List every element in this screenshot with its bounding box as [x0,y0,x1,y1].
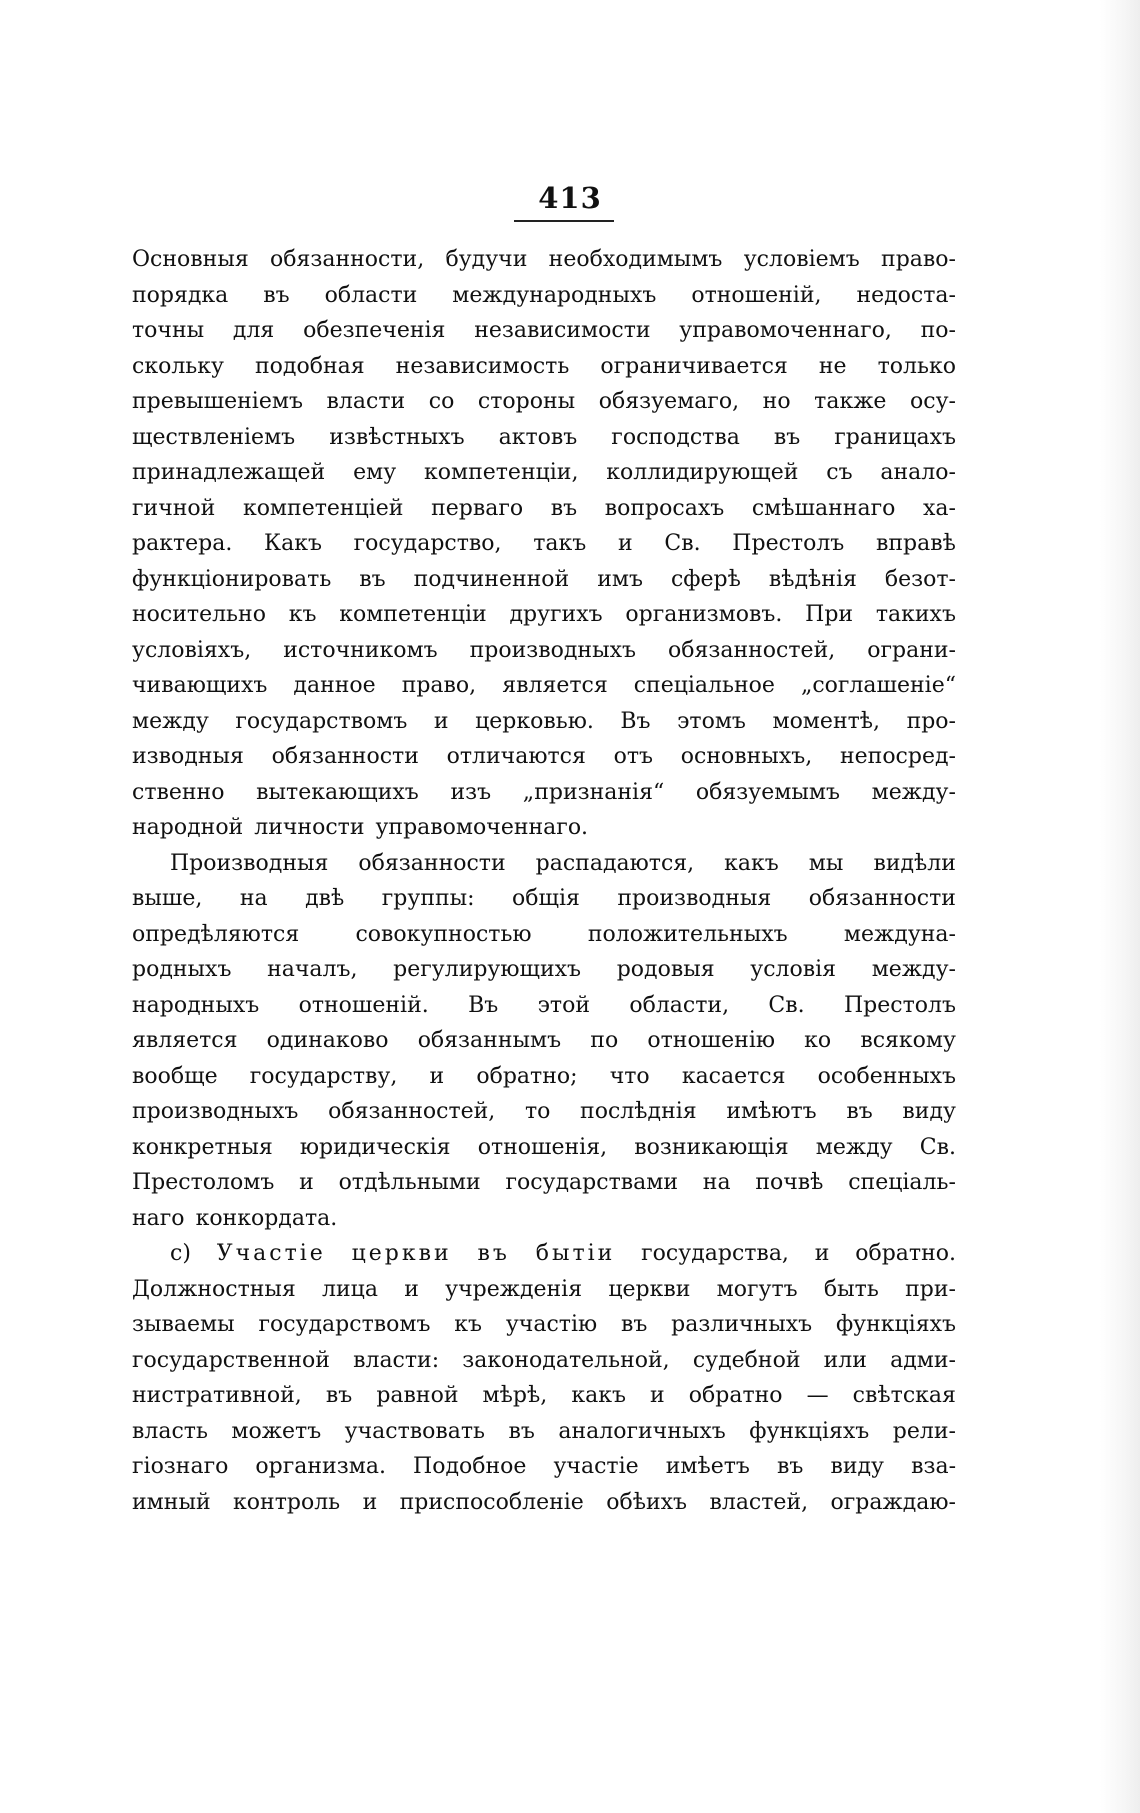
word: мѣрѣ, [482,1383,548,1408]
word: необходимымъ [548,247,723,272]
word: организма. [255,1454,386,1479]
word: Производныя [170,850,329,876]
word: къ [454,1312,483,1337]
text-line [132,668,956,704]
word: является [502,673,608,698]
word: личности [254,815,365,840]
word: обязаннымъ [417,1028,562,1053]
word: вза- [911,1454,956,1479]
word: моментѣ, [772,708,881,734]
word: чивающихъ [132,673,268,698]
word: обратно [688,1383,783,1408]
word: безот- [884,566,956,592]
word: независимость [395,353,570,379]
text-line [132,597,956,633]
word: наго [132,1205,185,1231]
word: Престолъ [843,992,956,1018]
word: про- [906,708,956,734]
word: въ [477,1241,510,1266]
word: общія [512,886,580,911]
word: свѣтская [852,1383,956,1408]
word: со [428,389,455,414]
text-line [132,1059,956,1095]
word: ственно [132,779,225,805]
word: лица [322,1276,378,1302]
text-line [132,952,956,988]
body-text [132,242,956,1520]
word: будучи [445,247,528,272]
word: участіе [553,1454,639,1479]
word: по- [920,318,956,343]
text-line [132,526,956,562]
word: Св. [919,1134,956,1160]
word: сферѣ [670,566,741,592]
word: въ [773,424,801,450]
word: Въ [468,992,499,1018]
word: основныхъ, [680,744,813,769]
word: обязанностей, [328,1099,496,1124]
text-line [132,1236,956,1272]
word: Участіе [216,1241,326,1266]
word: конкордата. [195,1205,338,1231]
word: Престоломъ [132,1170,275,1195]
word: къ [288,602,317,627]
word: на [702,1170,731,1195]
text-line [132,1414,956,1450]
word: церкви [608,1276,691,1302]
text-line [132,1165,956,1201]
word: функціонировать [132,566,332,592]
word: ограничивается [600,353,788,379]
word: право- [881,247,956,272]
word: отношенія, [477,1134,608,1160]
text-line [132,491,956,527]
text-line [132,846,956,882]
word: ко [804,1028,832,1053]
word: отличаются [446,744,586,769]
text-line [132,1307,956,1343]
word: имѣютъ [726,1099,817,1124]
word: равной [376,1383,459,1408]
word: „соглашеніе“ [800,673,956,698]
word: власть [132,1418,208,1444]
word: отдѣльными [338,1170,481,1195]
word: ха- [922,495,956,521]
word: компетенціей [242,495,404,521]
word: ограждаю- [830,1489,956,1515]
word: и [429,1063,445,1089]
word: не [818,353,847,379]
word: и [362,1489,378,1515]
word: зываемы [132,1312,235,1337]
text-line [132,1201,956,1237]
word: принадлежащей [132,460,326,485]
word: обѣихъ [606,1489,688,1515]
word: обязуемаго, [598,389,740,414]
word: мы [808,850,844,876]
header-rule [514,220,614,222]
word: вопросахъ [604,495,725,521]
word: области [324,282,418,308]
text-line [132,562,956,598]
word: власти [326,389,406,414]
text-line [132,1343,956,1379]
word: Св. [664,531,701,556]
word: съ [826,460,853,485]
word: ществленіемъ [132,424,296,450]
word: носительно [132,602,266,627]
word: точны [132,318,205,343]
word: между [132,708,209,734]
word: обратно. [855,1241,956,1266]
word: аналогичныхъ [558,1418,726,1444]
word: источникомъ [283,637,438,663]
word: участвовать [344,1418,486,1444]
word: коллидирующей [606,460,799,485]
word: Какъ [264,531,322,556]
word: условія [750,957,837,982]
text-line [132,775,956,811]
word: властей, [709,1489,809,1515]
word: имъ [597,566,643,592]
word: анало- [880,460,956,485]
word: скольку [132,353,224,379]
word: стороны [477,389,576,414]
word: государствомъ [235,708,408,734]
word: на [239,886,268,911]
word: Престолъ [732,531,845,556]
word: гіознаго [132,1454,229,1479]
word: государствами [505,1170,679,1195]
word: въ [263,282,290,308]
word: возникающія [634,1134,789,1160]
word: вѣдѣнія [768,566,857,592]
word: отъ [613,744,654,769]
word: распадаются, [535,850,695,876]
word: юридическія [299,1134,451,1160]
word: обезпеченія [303,318,446,343]
word: гичной [132,495,216,521]
word: по [590,1028,619,1053]
word: власти: [353,1347,440,1373]
word: нистративной, [132,1383,302,1408]
word: виду [830,1454,884,1479]
word: только [877,353,956,379]
word: что [609,1063,650,1089]
word: международныхъ [452,282,657,308]
word: отношенію [647,1028,776,1053]
word: вытекающихъ [256,779,419,805]
word: изводныя [132,744,244,769]
word: смѣшаннаго [751,495,896,521]
word: подчиненной [413,566,570,592]
word: ему [353,460,397,485]
text-line [132,349,956,385]
word: церковью. [475,708,594,734]
word: положительныхъ [587,921,788,947]
word: въ [620,1312,648,1337]
word: такихъ [875,602,956,627]
word: является [132,1028,238,1053]
word: рели- [892,1418,956,1444]
word: такъ [533,531,587,556]
word: также [814,389,887,414]
word: государству, [249,1063,398,1089]
word: отношеній. [298,992,429,1018]
word: междуна- [843,921,956,947]
word: группы: [381,886,475,911]
word: можетъ [231,1418,322,1444]
word: одинаково [266,1028,389,1053]
word: управомоченнаго. [375,815,589,840]
word: другихъ [509,602,603,627]
word: между [815,1134,893,1160]
word: государства, [641,1241,789,1266]
text-line [132,313,956,349]
word: этомъ [677,708,746,734]
text-line [132,633,956,669]
text-line [132,1023,956,1059]
word: или [823,1347,867,1373]
word: вправѣ [876,531,956,556]
word: въ [777,1454,804,1479]
word: производныхъ [469,637,636,663]
word: Св. [768,992,805,1018]
word: управомоченнаго, [679,318,892,343]
word: виду [902,1099,956,1124]
word: „признанія“ [522,779,665,805]
text-line [132,242,956,278]
word: производныя [617,886,772,911]
text-line [132,1094,956,1130]
word: c) [170,1241,191,1266]
text-line [132,384,956,420]
word: опредѣляются [132,921,300,947]
word: но [762,389,791,414]
word: обязанностей, [668,637,836,663]
word: области, [629,992,730,1018]
word: быть [823,1276,879,1302]
text-line [132,1130,956,1166]
word: регулирующихъ [393,957,582,982]
word: выше, [132,886,203,911]
word: отношеній, [691,282,822,308]
word: въ [359,566,386,592]
page-number: 413 [538,181,602,215]
text-line [132,1272,956,1308]
word: этой [537,992,590,1018]
word: и [404,1276,419,1302]
word: церкви [351,1241,452,1266]
word: данное [293,673,376,698]
word: и [299,1170,314,1195]
word: приспособленіе [399,1489,584,1515]
word: функціяхъ [835,1312,956,1337]
word: осу- [910,389,956,414]
word: между- [871,957,956,982]
word: почвѣ [755,1170,824,1195]
word: какъ [724,850,779,876]
word: учрежденія [445,1276,583,1302]
word: вообще [132,1063,218,1089]
word: спеціаль- [848,1170,956,1195]
word: конкретныя [132,1134,273,1160]
word: и [650,1383,665,1408]
word: компетенціи, [423,460,579,485]
word: видѣли [873,850,956,876]
word: двѣ [305,886,345,911]
text-line [132,455,956,491]
word: законодательной, [462,1347,670,1373]
word: Должностныя [132,1276,296,1302]
text-line [132,1485,956,1521]
word: послѣднія [580,1099,697,1124]
text-line [132,420,956,456]
word: въ [325,1383,353,1408]
word: рактера. [132,531,233,556]
word: превышеніемъ [132,389,303,414]
text-line [132,704,956,740]
word: границахъ [834,424,956,450]
word: касается [681,1063,786,1089]
word: непосред- [839,744,956,769]
word: адми- [890,1347,956,1373]
word: государство, [353,531,502,556]
word: порядка [132,282,229,308]
word: организмовъ. [625,602,783,627]
word: то [524,1099,551,1124]
word: для [232,318,275,343]
word: функціяхъ [749,1418,870,1444]
word: бытіи [535,1241,616,1266]
word: между- [871,779,956,805]
word: и [433,708,449,734]
word: и [814,1241,830,1266]
word: государственной [132,1347,330,1373]
word: компетенціи [339,602,487,627]
word: — [806,1383,829,1408]
scan-page-edge [1100,0,1140,1813]
word: перваго [431,495,524,521]
word: и [618,531,633,556]
word: обязуемымъ [695,779,840,805]
word: ограни- [867,637,956,663]
word: подобная [255,353,365,379]
word: обратно; [476,1063,578,1089]
word: обязанности [358,850,506,876]
word: судебной [692,1347,801,1373]
word: всякому [860,1028,956,1053]
word: при- [905,1276,956,1302]
word: недоста- [856,282,956,308]
word: право, [401,673,477,698]
word: государствомъ [258,1312,431,1337]
word: особенныхъ [817,1063,956,1089]
text-line [132,278,956,314]
word: какъ [571,1383,626,1408]
text-line [132,988,956,1024]
text-line [132,917,956,953]
word: имный [132,1489,211,1515]
word: Подобное [413,1454,527,1479]
word: различныхъ [671,1312,813,1337]
word: При [805,602,854,627]
word: Въ [620,708,651,734]
word: актовъ [498,424,578,450]
word: независимости [474,318,651,343]
word: условіемъ [743,247,860,272]
word: спеціальное [633,673,775,698]
word: контроль [233,1489,341,1515]
word: условіяхъ, [132,637,252,663]
word: могутъ [716,1276,798,1302]
word: господства [611,424,740,450]
word: извѣстныхъ [329,424,465,450]
word: народной [132,815,244,840]
word: родныхъ [132,957,232,982]
word: въ [846,1099,873,1124]
word: совокупностью [355,921,532,947]
text-line [132,1449,956,1485]
word: обязанности, [269,247,425,272]
word: обязанности [808,886,956,911]
text-line [132,881,956,917]
word: народныхъ [132,992,260,1018]
text-line [132,810,956,846]
text-line [132,1378,956,1414]
word: производныхъ [132,1099,299,1124]
text-line [132,739,956,775]
word: въ [508,1418,535,1444]
word: въ [550,495,578,521]
word: имѣетъ [665,1454,750,1479]
word: участію [505,1312,598,1337]
word: родовыя [616,957,715,982]
word: изъ [450,779,492,805]
word: началъ, [267,957,358,982]
word: обязанности [271,744,419,769]
word: Основныя [132,247,249,272]
